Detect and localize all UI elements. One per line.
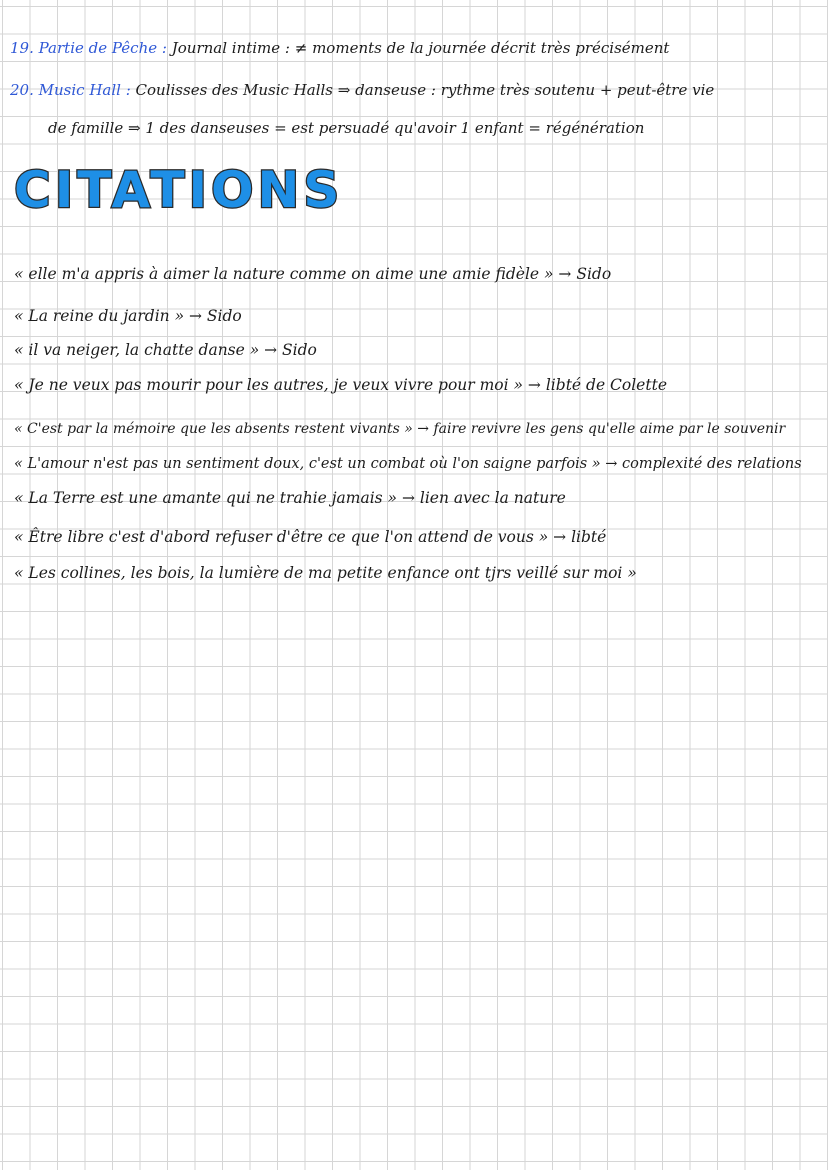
note-number: 19.: [10, 39, 34, 57]
quote-item: « Je ne veux pas mourir pour les autres, je veux vivre pour moi » → libté de Colette: [14, 376, 667, 394]
note-text: Coulisses des Music Halls ⇒ danseuse : rythme très soutenu + peut-être vie: [135, 81, 715, 99]
note-19: [10, 38, 822, 58]
quote-item: « C'est par la mémoire que les absents restent vivants » → faire revivre les gens qu'elle aime par le souvenir: [14, 421, 786, 437]
quote-item: « Les collines, les bois, la lumière de ma petite enfance ont tjrs veillé sur moi »: [14, 564, 637, 582]
note-20: [10, 80, 822, 100]
quote-item: « elle m'a appris à aimer la nature comme on aime une amie fidèle » → Sido: [14, 265, 612, 283]
quote-item: « Être libre c'est d'abord refuser d'être ce que l'on attend de vous » → libté: [14, 528, 607, 546]
section-heading: CITATIONS: [14, 161, 344, 219]
quote-item: « il va neiger, la chatte danse » → Sido: [14, 341, 317, 359]
quote-item: « L'amour n'est pas un sentiment doux, c'est un combat où l'on saigne parfois » → complexité des relations: [14, 456, 802, 472]
note-20-continuation: de famille ⇒ 1 des danseuses = est persuadé qu'avoir 1 enfant = régénération: [48, 119, 645, 137]
note-title: Music Hall :: [38, 81, 131, 99]
note-title: Partie de Pêche :: [38, 39, 167, 57]
note-number: 20.: [10, 81, 34, 99]
quote-item: « La reine du jardin » → Sido: [14, 307, 242, 325]
quote-item: « La Terre est une amante qui ne trahie jamais » → lien avec la nature: [14, 489, 566, 507]
note-text: Journal intime : ≠ moments de la journée décrit très précisément: [171, 39, 670, 57]
